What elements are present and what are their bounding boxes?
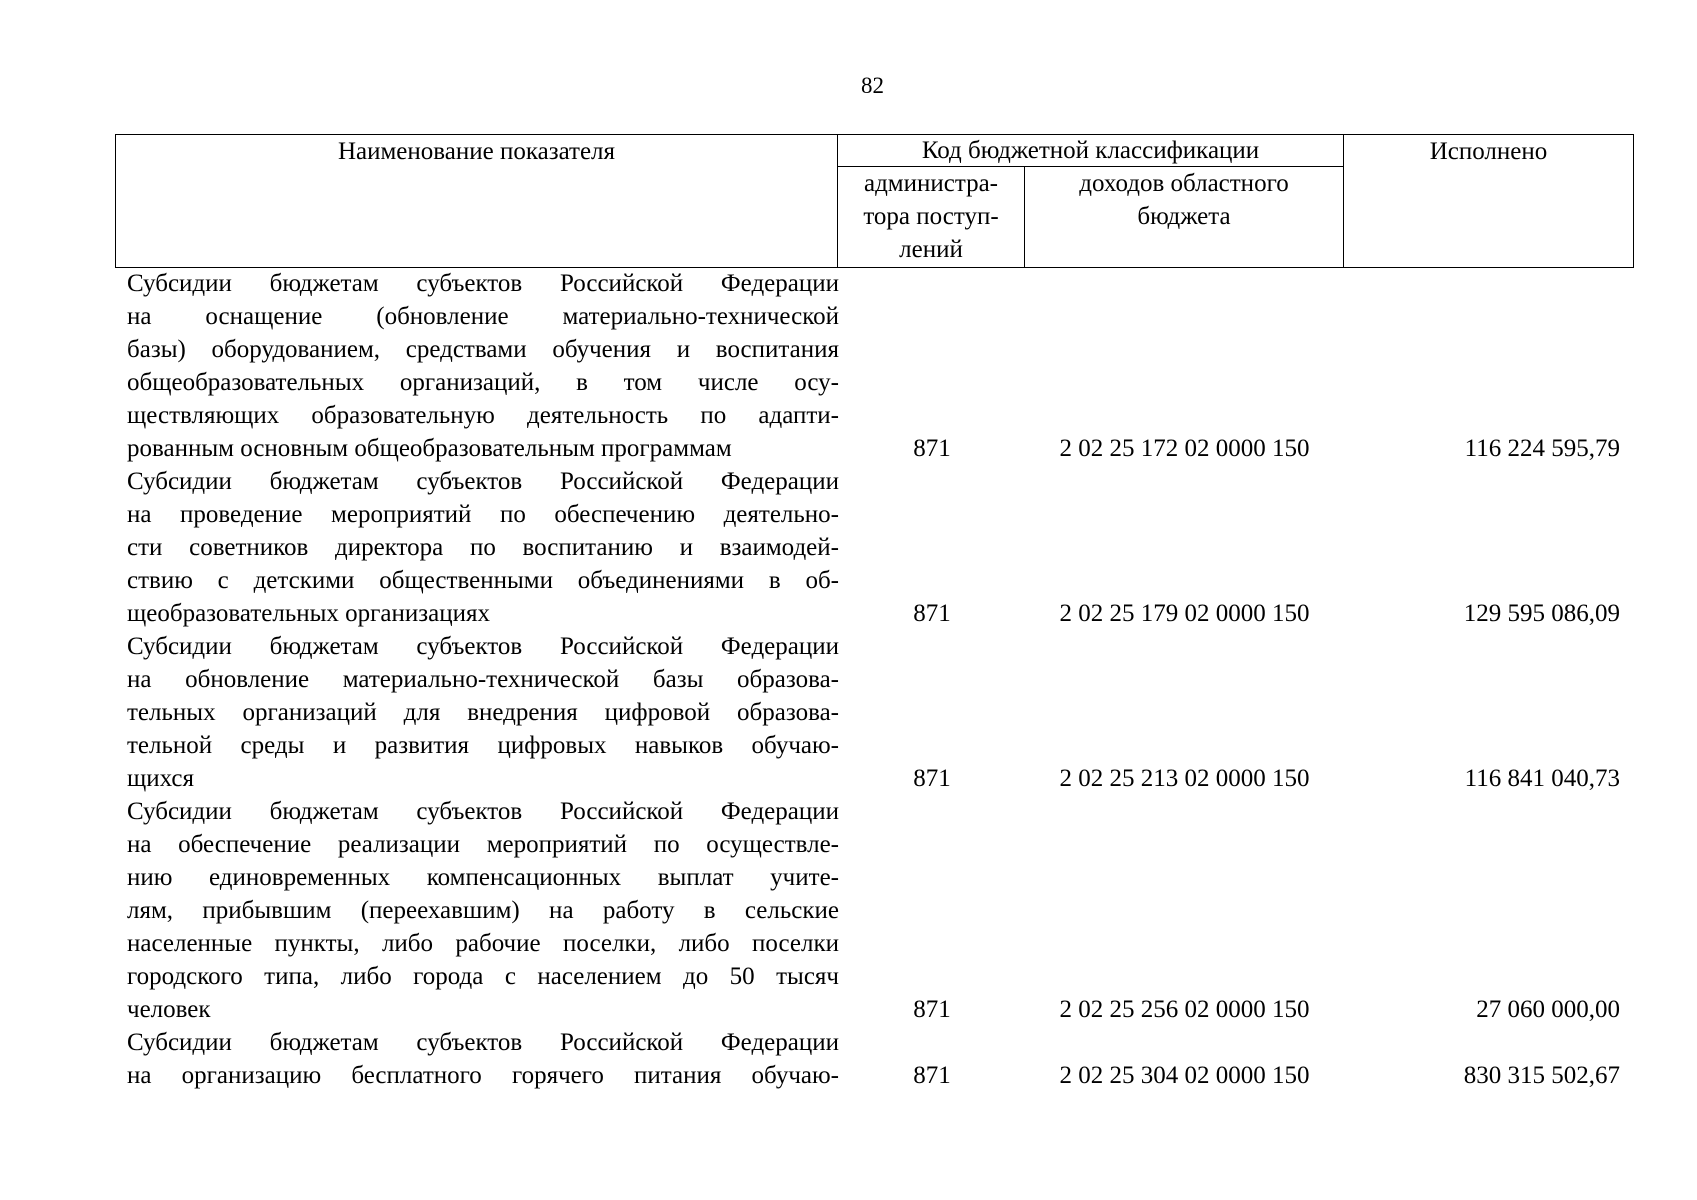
table-header xyxy=(115,134,1634,268)
row-name: Субсидии бюджетам субъектов Российской Федерации на организацию бесплатного горячего питания обучаю- xyxy=(127,1029,839,1089)
page-number: 82 xyxy=(861,73,884,98)
table-row xyxy=(115,795,1633,1026)
header-name: Наименование показателя xyxy=(116,135,838,268)
row-income-code: 2 02 25 304 02 0000 150 xyxy=(1059,1062,1310,1089)
row-income-code: 2 02 25 256 02 0000 150 xyxy=(1059,996,1310,1023)
row-income-code: 2 02 25 213 02 0000 150 xyxy=(1059,765,1310,792)
row-name: Субсидии бюджетам субъектов Российской Федерации на обновление материально-технической базы образова- тельных организаций для внедрения цифровой образова- тельной среды и развития цифровых навыков обучаю- щихся xyxy=(127,633,839,792)
row-admin-code: 871 xyxy=(913,765,951,792)
table-row xyxy=(115,267,1633,465)
table-row xyxy=(115,630,1633,795)
row-name: Субсидии бюджетам субъектов Российской Федерации на оснащение (обновление материально-технической базы) оборудованием, средствами обучения и воспитания общеобразовательных организаций, в том числе осу- ществляющих образовательную деятельность по адапти- рованным основным общеобразовательным программам xyxy=(127,270,839,462)
table-row xyxy=(115,465,1633,630)
row-income-code: 2 02 25 172 02 0000 150 xyxy=(1059,435,1310,462)
table-body xyxy=(115,267,1633,1092)
row-amount: 27 060 000,00 xyxy=(1476,996,1620,1023)
row-amount: 830 315 502,67 xyxy=(1463,1062,1620,1089)
header-code-group: Код бюджетной классификации xyxy=(838,135,1344,167)
row-name: Субсидии бюджетам субъектов Российской Федерации на обеспечение реализации мероприятий по осуществле- нию единовременных компенсационных выплат учите- лям, прибывшим (переехавшим) на работу в сельские населенные пункты, либо рабочие поселки, либо поселки городского типа, либо города с населением до 50 тысяч человек xyxy=(127,798,839,1023)
row-amount: 116 841 040,73 xyxy=(1464,765,1620,792)
row-admin-code: 871 xyxy=(913,1062,951,1089)
row-admin-code: 871 xyxy=(913,996,951,1023)
header-income: доходов областного бюджета xyxy=(1025,167,1344,268)
row-amount: 116 224 595,79 xyxy=(1464,435,1620,462)
row-name: Субсидии бюджетам субъектов Российской Федерации на проведение мероприятий по обеспечению деятельно- сти советников директора по воспитанию и взаимодей- ствию с детскими общественными объединениями в об- щеобразовательных организациях xyxy=(127,468,839,627)
row-admin-code: 871 xyxy=(913,435,951,462)
row-income-code: 2 02 25 179 02 0000 150 xyxy=(1059,600,1310,627)
header-admin: администра- тора поступ- лений xyxy=(838,167,1025,268)
table-row xyxy=(115,1026,1633,1092)
row-admin-code: 871 xyxy=(913,600,951,627)
header-done: Исполнено xyxy=(1344,135,1634,268)
row-amount: 129 595 086,09 xyxy=(1463,600,1620,627)
